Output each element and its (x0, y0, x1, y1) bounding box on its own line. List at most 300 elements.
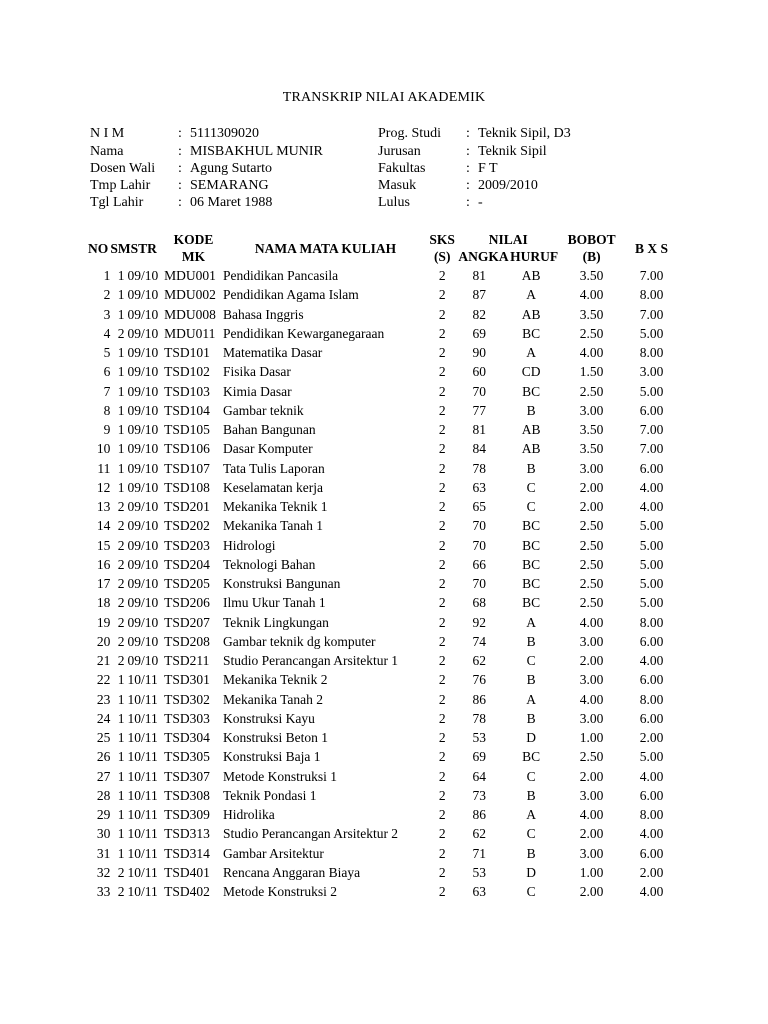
course-semester: 1 (117, 787, 125, 803)
course-weight-x-sks: 6.00 (639, 787, 664, 803)
table-row (88, 382, 680, 401)
course-grade-letter: B (526, 633, 536, 649)
course-grade-letter: CD (521, 364, 541, 380)
header-bxs: B X S (635, 240, 669, 256)
course-sks: 2 (438, 576, 446, 591)
course-academic-year: 10/11 (127, 768, 158, 784)
course-code: TSD314 (164, 845, 210, 861)
course-name: Hidrologi (222, 537, 276, 553)
course-academic-year: 09/10 (127, 441, 159, 457)
info-colon: : (466, 178, 470, 193)
document-title: TRANSKRIP NILAI AKADEMIK (282, 90, 486, 105)
info-colon: : (466, 144, 470, 159)
course-weight-x-sks: 4.00 (639, 884, 664, 899)
course-no: 10 (96, 441, 111, 457)
table-row (88, 882, 680, 901)
course-weight: 3.00 (579, 845, 604, 861)
course-semester: 1 (117, 460, 125, 476)
course-weight-x-sks: 7.00 (639, 306, 664, 322)
info-label: N I M (90, 126, 125, 141)
course-name: Teknologi Bahan (222, 556, 316, 572)
course-grade-number: 65 (472, 499, 486, 514)
course-weight: 1.00 (579, 730, 604, 745)
course-weight: 4.00 (579, 287, 604, 303)
course-grade-number: 81 (472, 422, 486, 437)
course-no: 16 (96, 556, 111, 572)
info-colon: : (178, 126, 182, 141)
course-no: 23 (96, 691, 111, 707)
course-no: 14 (96, 518, 111, 534)
grades-table (88, 230, 680, 901)
course-weight: 4.00 (579, 345, 604, 360)
course-no: 29 (96, 807, 111, 822)
course-sks: 2 (438, 268, 446, 283)
table-row (88, 497, 680, 516)
course-sks: 2 (438, 653, 446, 668)
course-code: TSD101 (164, 345, 210, 360)
course-code: MDU011 (164, 325, 216, 341)
course-weight-x-sks: 5.00 (639, 383, 664, 399)
course-weight-x-sks: 6.00 (639, 672, 664, 688)
course-grade-letter: AB (521, 422, 541, 437)
table-row (88, 343, 680, 362)
course-sks: 2 (438, 672, 446, 688)
course-weight-x-sks: 8.00 (639, 287, 664, 303)
course-semester: 1 (117, 306, 125, 322)
course-weight-x-sks: 2.00 (639, 864, 664, 880)
course-weight: 3.50 (579, 422, 604, 437)
course-grade-letter: C (526, 479, 536, 495)
course-weight-x-sks: 5.00 (639, 518, 664, 534)
course-academic-year: 09/10 (127, 479, 159, 495)
course-grade-number: 86 (472, 691, 486, 707)
course-name: Studio Perancangan Arsitektur 2 (222, 826, 399, 842)
course-sks: 2 (438, 325, 446, 341)
info-colon: : (178, 144, 182, 159)
header-nilai-label: NILAI (488, 232, 528, 247)
course-grade-letter: B (526, 787, 536, 803)
course-sks: 2 (438, 556, 446, 572)
course-grade-number: 69 (472, 325, 486, 341)
course-academic-year: 09/10 (127, 402, 159, 418)
course-sks: 2 (438, 768, 446, 784)
course-name: Dasar Komputer (222, 441, 313, 457)
course-weight: 3.00 (579, 402, 604, 418)
info-label: Dosen Wali (90, 161, 156, 176)
course-academic-year: 09/10 (127, 383, 159, 399)
course-weight: 2.00 (579, 768, 604, 784)
course-no: 9 (103, 422, 111, 437)
table-row (88, 863, 680, 882)
table-row (88, 305, 680, 324)
info-colon: : (178, 161, 182, 176)
course-code: MDU001 (164, 268, 216, 283)
course-code: TSD301 (164, 672, 210, 688)
course-sks: 2 (438, 383, 446, 399)
table-row (88, 536, 680, 555)
course-no: 24 (96, 710, 111, 726)
course-semester: 2 (117, 325, 125, 341)
course-academic-year: 10/11 (127, 845, 158, 861)
course-semester: 1 (117, 383, 125, 399)
info-value: - (478, 195, 483, 210)
table-row (88, 767, 680, 786)
header-nilai (456, 230, 560, 266)
course-name: Gambar Arsitektur (222, 845, 324, 861)
course-sks: 2 (438, 479, 446, 495)
course-grade-number: 53 (472, 730, 486, 745)
course-semester: 1 (117, 710, 125, 726)
course-name: Kimia Dasar (222, 383, 292, 399)
course-semester: 1 (117, 730, 125, 745)
table-row (88, 613, 680, 632)
course-semester: 2 (117, 576, 125, 591)
course-name: Mekanika Teknik 1 (222, 499, 328, 514)
course-semester: 2 (117, 518, 125, 534)
course-grade-letter: D (526, 730, 536, 745)
course-sks: 2 (438, 345, 446, 360)
course-name: Teknik Lingkungan (222, 614, 329, 630)
info-label: Prog. Studi (378, 126, 442, 141)
course-academic-year: 10/11 (127, 826, 158, 842)
course-weight: 1.00 (579, 864, 604, 880)
course-sks: 2 (438, 460, 446, 476)
course-code: MDU008 (164, 306, 216, 322)
course-weight-x-sks: 5.00 (639, 749, 664, 765)
course-semester: 2 (117, 556, 125, 572)
course-weight-x-sks: 7.00 (639, 422, 664, 437)
course-weight-x-sks: 6.00 (639, 845, 664, 861)
course-sks: 2 (438, 422, 446, 437)
course-semester: 2 (117, 499, 125, 514)
course-no: 33 (96, 884, 111, 899)
course-code: TSD103 (164, 383, 210, 399)
course-academic-year: 09/10 (127, 556, 159, 572)
course-name: Mekanika Tanah 1 (222, 518, 323, 534)
course-grade-letter: B (526, 710, 536, 726)
table-row (88, 709, 680, 728)
course-grade-letter: AB (521, 306, 541, 322)
course-weight-x-sks: 6.00 (639, 710, 664, 726)
course-no: 5 (103, 345, 111, 360)
course-grade-number: 68 (472, 595, 486, 611)
course-code: TSD203 (164, 537, 210, 553)
course-semester: 1 (117, 364, 125, 380)
course-semester: 2 (117, 884, 125, 899)
table-row (88, 516, 680, 535)
course-semester: 1 (117, 345, 125, 360)
course-weight: 3.50 (579, 268, 604, 283)
course-academic-year: 10/11 (127, 787, 158, 803)
course-no: 11 (97, 460, 111, 476)
course-weight: 3.00 (579, 460, 604, 476)
course-no: 13 (96, 499, 111, 514)
course-grade-number: 63 (472, 479, 486, 495)
course-weight-x-sks: 7.00 (639, 268, 664, 283)
course-semester: 1 (117, 691, 125, 707)
course-grade-letter: BC (522, 576, 541, 591)
course-weight-x-sks: 4.00 (639, 768, 664, 784)
course-name: Matematika Dasar (222, 345, 323, 360)
course-code: MDU002 (164, 287, 216, 303)
course-sks: 2 (438, 884, 446, 899)
course-sks: 2 (438, 306, 446, 322)
course-weight-x-sks: 3.00 (639, 364, 664, 380)
table-row (88, 285, 680, 304)
course-no: 1 (103, 268, 111, 283)
course-no: 31 (96, 845, 111, 861)
course-weight: 3.00 (579, 787, 604, 803)
course-weight: 2.50 (579, 383, 604, 399)
table-row (88, 805, 680, 824)
course-sks: 2 (438, 402, 446, 418)
info-label: Tmp Lahir (90, 178, 151, 193)
course-name: Metode Konstruksi 1 (222, 768, 337, 784)
table-row (88, 747, 680, 766)
header-nama-mata-kuliah: NAMA MATA KULIAH (254, 240, 397, 256)
course-grade-number: 70 (472, 576, 486, 591)
table-row (88, 632, 680, 651)
course-grade-letter: A (526, 287, 536, 303)
course-semester: 1 (117, 749, 125, 765)
course-name: Rencana Anggaran Biaya (222, 864, 361, 880)
course-academic-year: 09/10 (127, 633, 159, 649)
course-name: Studio Perancangan Arsitektur 1 (222, 653, 399, 668)
course-name: Konstruksi Beton 1 (222, 730, 328, 745)
course-weight: 2.00 (579, 653, 604, 668)
course-grade-letter: C (526, 653, 536, 668)
info-value: 5111309020 (190, 126, 259, 141)
course-grade-letter: C (526, 768, 536, 784)
table-row (88, 824, 680, 843)
course-name: Fisika Dasar (222, 364, 291, 380)
course-sks: 2 (438, 826, 446, 842)
course-weight: 2.00 (579, 826, 604, 842)
course-name: Hidrolika (222, 807, 275, 822)
course-academic-year: 09/10 (127, 499, 159, 514)
course-code: TSD308 (164, 787, 210, 803)
course-grade-number: 92 (472, 614, 486, 630)
course-academic-year: 09/10 (127, 576, 159, 591)
course-grade-number: 74 (472, 633, 486, 649)
course-academic-year: 09/10 (127, 595, 159, 611)
course-name: Pendidikan Agama Islam (222, 287, 359, 303)
course-weight: 3.00 (579, 672, 604, 688)
course-semester: 1 (117, 826, 125, 842)
course-semester: 1 (117, 441, 125, 457)
info-label: Tgl Lahir (90, 195, 144, 210)
course-no: 6 (103, 364, 111, 380)
course-sks: 2 (438, 537, 446, 553)
course-grade-letter: BC (522, 556, 541, 572)
course-grade-number: 78 (472, 710, 486, 726)
course-semester: 1 (117, 672, 125, 688)
course-name: Ilmu Ukur Tanah 1 (222, 595, 326, 611)
course-weight: 2.50 (579, 749, 604, 765)
course-sks: 2 (438, 807, 446, 822)
course-semester: 2 (117, 614, 125, 630)
course-code: TSD313 (164, 826, 210, 842)
course-grade-number: 63 (472, 884, 486, 899)
course-sks: 2 (438, 287, 446, 303)
info-value: 06 Maret 1988 (190, 195, 273, 210)
course-weight-x-sks: 6.00 (639, 460, 664, 476)
course-weight: 2.50 (579, 576, 604, 591)
course-code: TSD107 (164, 460, 210, 476)
info-value: Teknik Sipil (478, 144, 547, 159)
course-weight: 2.50 (579, 595, 604, 611)
course-name: Teknik Pondasi 1 (222, 787, 317, 803)
course-weight: 2.50 (579, 518, 604, 534)
course-sks: 2 (438, 364, 446, 380)
course-name: Konstruksi Baja 1 (222, 749, 321, 765)
course-weight-x-sks: 4.00 (639, 479, 664, 495)
course-weight-x-sks: 8.00 (639, 691, 664, 707)
course-grade-number: 53 (472, 864, 486, 880)
course-no: 8 (103, 402, 111, 418)
course-semester: 2 (117, 864, 125, 880)
course-grade-number: 71 (472, 845, 486, 861)
course-grade-letter: BC (522, 537, 541, 553)
course-academic-year: 09/10 (127, 614, 159, 630)
course-semester: 2 (117, 653, 125, 668)
course-weight-x-sks: 5.00 (639, 576, 664, 591)
course-academic-year: 09/10 (127, 268, 159, 283)
course-weight: 4.00 (579, 691, 604, 707)
course-no: 30 (96, 826, 111, 842)
table-row (88, 555, 680, 574)
course-sks: 2 (438, 595, 446, 611)
table-row (88, 324, 680, 343)
course-no: 22 (96, 672, 111, 688)
course-grade-letter: C (526, 884, 536, 899)
course-grade-letter: AB (521, 441, 541, 457)
course-no: 2 (103, 287, 111, 303)
course-grade-number: 62 (472, 653, 486, 668)
course-code: TSD205 (164, 576, 210, 591)
info-value: F T (478, 161, 498, 176)
course-code: TSD202 (164, 518, 210, 534)
course-no: 27 (96, 768, 111, 784)
course-code: TSD303 (164, 710, 210, 726)
table-row (88, 401, 680, 420)
course-semester: 1 (117, 287, 125, 303)
course-weight: 2.00 (579, 499, 604, 514)
course-grade-number: 64 (472, 768, 486, 784)
course-grade-letter: BC (522, 749, 541, 765)
info-label: Lulus (378, 195, 410, 210)
course-academic-year: 09/10 (127, 306, 159, 322)
table-row (88, 844, 680, 863)
course-code: TSD102 (164, 364, 210, 380)
course-academic-year: 10/11 (127, 749, 158, 765)
course-weight: 3.50 (579, 441, 604, 457)
course-no: 7 (103, 383, 111, 399)
course-weight-x-sks: 5.00 (639, 325, 664, 341)
course-code: TSD307 (164, 768, 210, 784)
course-grade-letter: C (526, 499, 536, 514)
course-no: 12 (96, 479, 111, 495)
course-weight-x-sks: 8.00 (639, 614, 664, 630)
info-label: Jurusan (378, 144, 421, 159)
course-name: Bahan Bangunan (222, 422, 316, 437)
course-sks: 2 (438, 633, 446, 649)
course-grade-number: 78 (472, 460, 486, 476)
course-weight: 4.00 (579, 614, 604, 630)
course-academic-year: 10/11 (127, 807, 158, 822)
course-weight: 3.50 (579, 306, 604, 322)
course-code: TSD305 (164, 749, 210, 765)
course-weight-x-sks: 7.00 (639, 441, 664, 457)
course-name: Gambar teknik (222, 402, 304, 418)
course-grade-number: 69 (472, 749, 486, 765)
info-colon: : (178, 178, 182, 193)
course-sks: 2 (438, 518, 446, 534)
course-academic-year: 10/11 (127, 710, 158, 726)
course-weight: 4.00 (579, 807, 604, 822)
table-row (88, 478, 680, 497)
course-grade-letter: BC (522, 325, 541, 341)
course-grade-number: 86 (472, 807, 486, 822)
course-grade-letter: A (526, 691, 536, 707)
header-no: NO (88, 240, 109, 256)
course-sks: 2 (438, 499, 446, 514)
course-no: 20 (96, 633, 111, 649)
table-header-row (88, 230, 680, 266)
course-no: 32 (96, 864, 111, 880)
course-academic-year: 10/11 (127, 672, 158, 688)
course-grade-number: 73 (472, 787, 486, 803)
course-sks: 2 (438, 864, 446, 880)
course-code: TSD208 (164, 633, 210, 649)
course-sks: 2 (438, 730, 446, 745)
info-value: 2009/2010 (478, 178, 538, 193)
course-code: TSD204 (164, 556, 210, 572)
course-sks: 2 (438, 845, 446, 861)
table-row (88, 439, 680, 458)
course-semester: 1 (117, 807, 125, 822)
course-sks: 2 (438, 749, 446, 765)
info-value: MISBAKHUL MUNIR (190, 144, 323, 159)
course-weight: 2.00 (579, 884, 604, 899)
course-grade-number: 90 (472, 345, 486, 360)
course-code: TSD401 (164, 864, 210, 880)
header-huruf: HURUF (510, 249, 559, 264)
course-code: TSD108 (164, 479, 210, 495)
table-row (88, 728, 680, 747)
course-weight-x-sks: 4.00 (639, 653, 664, 668)
course-academic-year: 09/10 (127, 422, 159, 437)
course-semester: 2 (117, 633, 125, 649)
course-academic-year: 09/10 (127, 287, 159, 303)
course-weight: 2.50 (579, 556, 604, 572)
course-grade-number: 81 (472, 268, 486, 283)
course-weight: 3.00 (579, 633, 604, 649)
header-nilai-sub (456, 248, 560, 265)
course-academic-year: 10/11 (127, 691, 158, 707)
course-academic-year: 10/11 (127, 864, 158, 880)
table-row (88, 362, 680, 381)
course-weight-x-sks: 8.00 (639, 807, 664, 822)
course-weight: 2.00 (579, 479, 604, 495)
course-grade-number: 66 (472, 556, 486, 572)
course-code: TSD106 (164, 441, 210, 457)
course-grade-number: 70 (472, 518, 486, 534)
course-grade-letter: A (526, 345, 536, 360)
course-no: 3 (103, 306, 111, 322)
course-grade-letter: B (526, 402, 536, 418)
table-row (88, 266, 680, 285)
